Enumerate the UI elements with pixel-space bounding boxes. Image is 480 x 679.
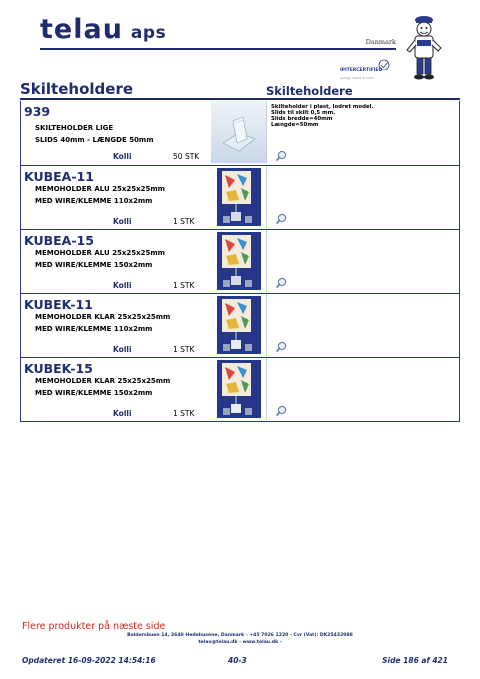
product-row: [21, 229, 459, 293]
product-image[interactable]: [211, 101, 267, 163]
country-label: Danmark: [365, 38, 396, 46]
page-code: 40-3: [228, 656, 247, 665]
product-description: [35, 311, 170, 335]
mascot-icon: [404, 14, 444, 82]
quantity-unit: STK: [180, 217, 195, 226]
product-row: [21, 293, 459, 357]
brand-suffix: aps: [130, 23, 167, 43]
product-info: [21, 101, 211, 165]
quantity-unit: STK: [184, 152, 200, 161]
quantity: [173, 409, 194, 418]
memo-holder-image: [217, 360, 261, 418]
product-description: [35, 247, 165, 271]
certification-badge: [340, 58, 396, 80]
updated-timestamp: Opdateret 16-09-2022 14:54:16: [22, 656, 156, 665]
quantity-unit: STK: [180, 409, 195, 418]
note-line-4: Længde=50mm: [271, 122, 319, 128]
description-line-2: SLIDS 40mm - LÆNGDE 50mm: [35, 136, 154, 144]
description-line-2: MED WIRE/KLEMME 150x2mm: [35, 389, 153, 397]
quantity: [173, 152, 199, 161]
description-line-1: MEMOHOLDER KLAR 25x25x25mm: [35, 313, 171, 321]
magnifier-icon[interactable]: [275, 213, 287, 225]
quantity-unit: STK: [180, 345, 195, 354]
product-code: 939: [24, 104, 51, 119]
kolli-label: Kolli: [113, 217, 132, 226]
page-number: Side 186 af 421: [382, 656, 448, 665]
magnifier-icon[interactable]: [275, 405, 287, 417]
product-note: [271, 104, 374, 128]
product-image[interactable]: [211, 358, 267, 420]
quantity: [173, 217, 194, 226]
product-info: [21, 166, 211, 229]
title-rule: [20, 98, 460, 100]
product-info: [21, 230, 211, 293]
memo-holder-image: [217, 232, 261, 290]
description-line-2: MED WIRE/KLEMME 150x2mm: [35, 261, 153, 269]
magnifier-icon[interactable]: [275, 341, 287, 353]
clear-plastic-holder-image: [217, 103, 261, 159]
description-line-1: MEMOHOLDER ALU 25x25x25mm: [35, 185, 165, 193]
quantity: [173, 345, 194, 354]
product-row: [21, 357, 459, 421]
section-title: Skilteholdere: [20, 80, 134, 98]
note-line-3: Slids bredde=40mm: [271, 116, 333, 122]
product-image[interactable]: [211, 166, 267, 228]
quantity-value: 1: [173, 409, 178, 418]
product-row: [21, 165, 459, 229]
kolli-label: Kolli: [113, 152, 132, 161]
product-info: [21, 294, 211, 357]
magnifier-icon[interactable]: [275, 277, 287, 289]
quantity-unit: STK: [180, 281, 195, 290]
product-description: [35, 375, 170, 399]
brand-name: telau: [40, 14, 123, 45]
telau-logo: [40, 14, 166, 45]
quantity-value: 1: [173, 217, 178, 226]
more-products-notice: Flere produkter på næste side: [22, 621, 166, 632]
address-line-1: Baldersbuen 14, 2640 Hedehusene, Danmark - +45 7026 1220 - Cvr (Vat): DK25432088: [127, 633, 353, 638]
quantity-value: 50: [173, 152, 183, 161]
product-description: [35, 183, 165, 207]
product-image[interactable]: [211, 294, 267, 356]
product-code: KUBEK-15: [24, 361, 93, 376]
quantity: [173, 281, 194, 290]
section-title-right: Skilteholdere: [266, 84, 353, 98]
product-code: KUBEA-15: [24, 233, 94, 248]
product-row: [21, 101, 459, 165]
description-line-1: MEMOHOLDER ALU 25x25x25mm: [35, 249, 165, 257]
description-line-2: MED WIRE/KLEMME 110x2mm: [35, 197, 153, 205]
quantity-value: 1: [173, 345, 178, 354]
kolli-label: Kolli: [113, 345, 132, 354]
memo-holder-image: [217, 296, 261, 354]
note-line-1: Skilteholder i plast, lodret model.: [271, 104, 374, 110]
product-info: [21, 358, 211, 421]
product-table: [20, 101, 460, 422]
product-image[interactable]: [211, 230, 267, 292]
cert-label: IPITERCERTIFIED: [340, 68, 383, 73]
header-rule: [40, 48, 396, 50]
description-line-2: MED WIRE/KLEMME 110x2mm: [35, 325, 153, 333]
memo-holder-image: [217, 168, 261, 226]
description-line-1: SKILTEHOLDER LIGE: [35, 124, 114, 132]
address-line-2: telau@telau.dk - www.telau.dk -: [198, 640, 282, 645]
kolli-label: Kolli: [113, 409, 132, 418]
note-line-2: Slids til skilt 0,5 mm.: [271, 110, 336, 116]
product-code: KUBEK-11: [24, 297, 93, 312]
cert-sub: Gyldigt i 2022 til 2023: [340, 76, 374, 80]
product-code: KUBEA-11: [24, 169, 94, 184]
quantity-value: 1: [173, 281, 178, 290]
kolli-label: Kolli: [113, 281, 132, 290]
magnifier-icon[interactable]: [275, 150, 287, 162]
product-description: [35, 122, 154, 146]
description-line-1: MEMOHOLDER KLAR 25x25x25mm: [35, 377, 171, 385]
